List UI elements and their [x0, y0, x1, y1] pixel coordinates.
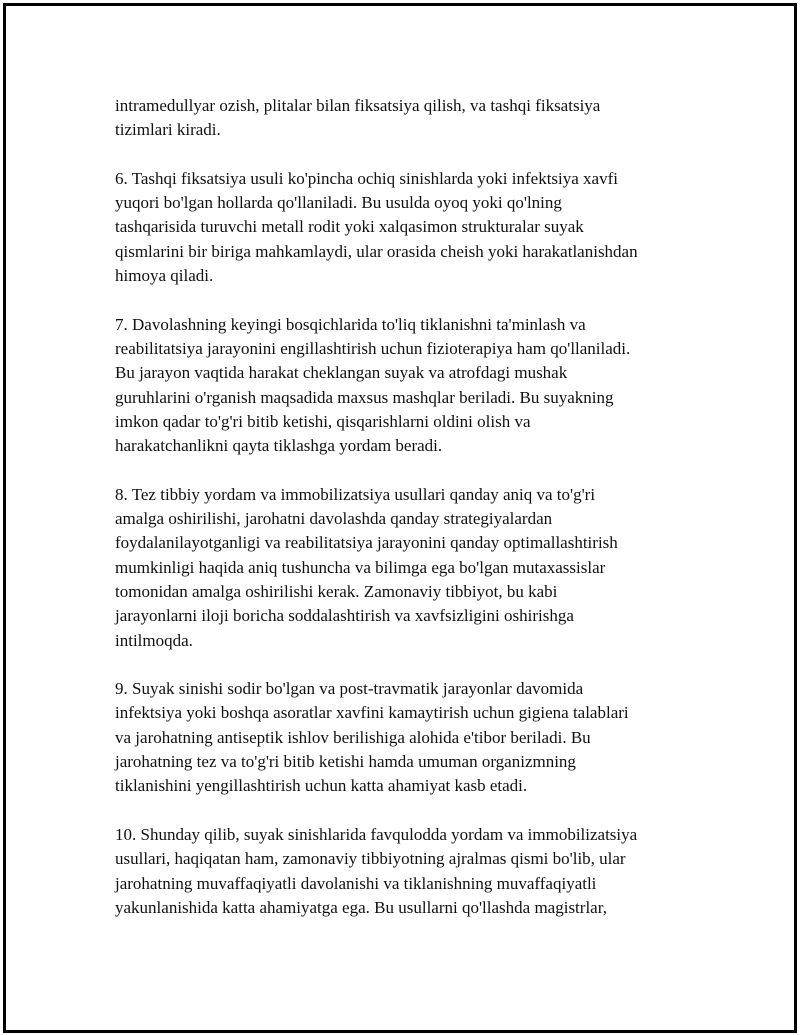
paragraph-line: guruhlarini o'rganish maqsadida maxsus mashqlar beriladi. Bu suyakning [115, 387, 614, 407]
paragraph [115, 313, 715, 459]
paragraph-line: himoya qiladi. [115, 266, 214, 286]
paragraph [115, 823, 715, 920]
paragraph-line: harakatchanlikni qayta tiklashga yordam beradi. [115, 436, 443, 456]
document-body [115, 94, 715, 944]
paragraph-line: 10. Shunday qilib, suyak sinishlarida favqulodda yordam va immobilizatsiya [115, 824, 638, 844]
paragraph-line: 9. Suyak sinishi sodir bo'lgan va post-travmatik jarayonlar davomida [115, 679, 584, 699]
paragraph-line: jarohatning tez va to'g'ri bitib ketishi hamda umuman organizmning [115, 752, 576, 772]
paragraph-line: foydalanilayotganligi va reabilitatsiya jarayonini qanday optimallashtirish [115, 533, 618, 553]
paragraph-line: mumkinligi haqida aniq tushuncha va bilimga ega bo'lgan mutaxassislar [115, 557, 606, 577]
paragraph [115, 483, 715, 653]
paragraph-line: reabilitatsiya jarayonini engillashtirish uchun fizioterapiya ham qo'llaniladi. [115, 338, 631, 358]
paragraph-line: intilmoqda. [115, 630, 193, 650]
paragraph-line: yakunlanishida katta ahamiyatga ega. Bu usullarni qo'llashda magistrlar, [115, 897, 607, 917]
paragraph-line: usullari, haqiqatan ham, zamonaviy tibbiyotning ajralmas qismi bo'lib, ular [115, 849, 626, 869]
paragraph-line: Bu jarayon vaqtida harakat cheklangan suyak va atrofdagi mushak [115, 363, 568, 383]
paragraph-line: 7. Davolashning keyingi bosqichlarida to'liq tiklanishni ta'minlash va [115, 314, 586, 334]
paragraph-line: tiklanishini yengillashtirish uchun katta ahamiyat kasb etadi. [115, 776, 528, 796]
paragraph [115, 167, 715, 288]
paragraph-line: intramedullyar ozish, plitalar bilan fiksatsiya qilish, va tashqi fiksatsiya [115, 96, 601, 115]
paragraph-line: jarayonlarni iloji boricha soddalashtirish va xavfsizligini oshirishga [115, 606, 574, 626]
paragraph-line: tashqarisida turuvchi metall rodit yoki xalqasimon strukturalar suyak [115, 217, 584, 237]
paragraph-line: va jarohatning antiseptik ishlov berilishiga alohida e'tibor beriladi. Bu [115, 727, 591, 747]
paragraph-line: qismlarini bir biriga mahkamlaydi, ular orasida cheish yoki harakatlanishdan [115, 241, 638, 261]
paragraph-line: yuqori bo'lgan hollarda qo'llaniladi. Bu usulda oyoq yoki qo'lning [115, 193, 562, 213]
paragraph-line: imkon qadar to'g'ri bitib ketishi, qisqarishlarni oldini olish va [115, 411, 531, 431]
paragraph-line: tomonidan amalga oshirilishi kerak. Zamonaviy tibbiyot, bu kabi [115, 581, 558, 601]
paragraph-line: tizimlari kiradi. [115, 120, 221, 140]
paragraph-line: 8. Tez tibbiy yordam va immobilizatsiya usullari qanday aniq va to'g'ri [115, 484, 596, 504]
paragraph [115, 94, 715, 143]
paragraph [115, 677, 715, 798]
paragraph-line: amalga oshirilishi, jarohatni davolashda qanday strategiyalardan [115, 509, 553, 529]
paragraph-line: jarohatning muvaffaqiyatli davolanishi va tiklanishning muvaffaqiyatli [115, 873, 597, 893]
paragraph-line: infektsiya yoki boshqa asoratlar xavfini kamaytirish uchun gigiena talablari [115, 703, 629, 723]
paragraph-line: 6. Tashqi fiksatsiya usuli ko'pincha ochiq sinishlarda yoki infektsiya xavfi [115, 168, 618, 188]
